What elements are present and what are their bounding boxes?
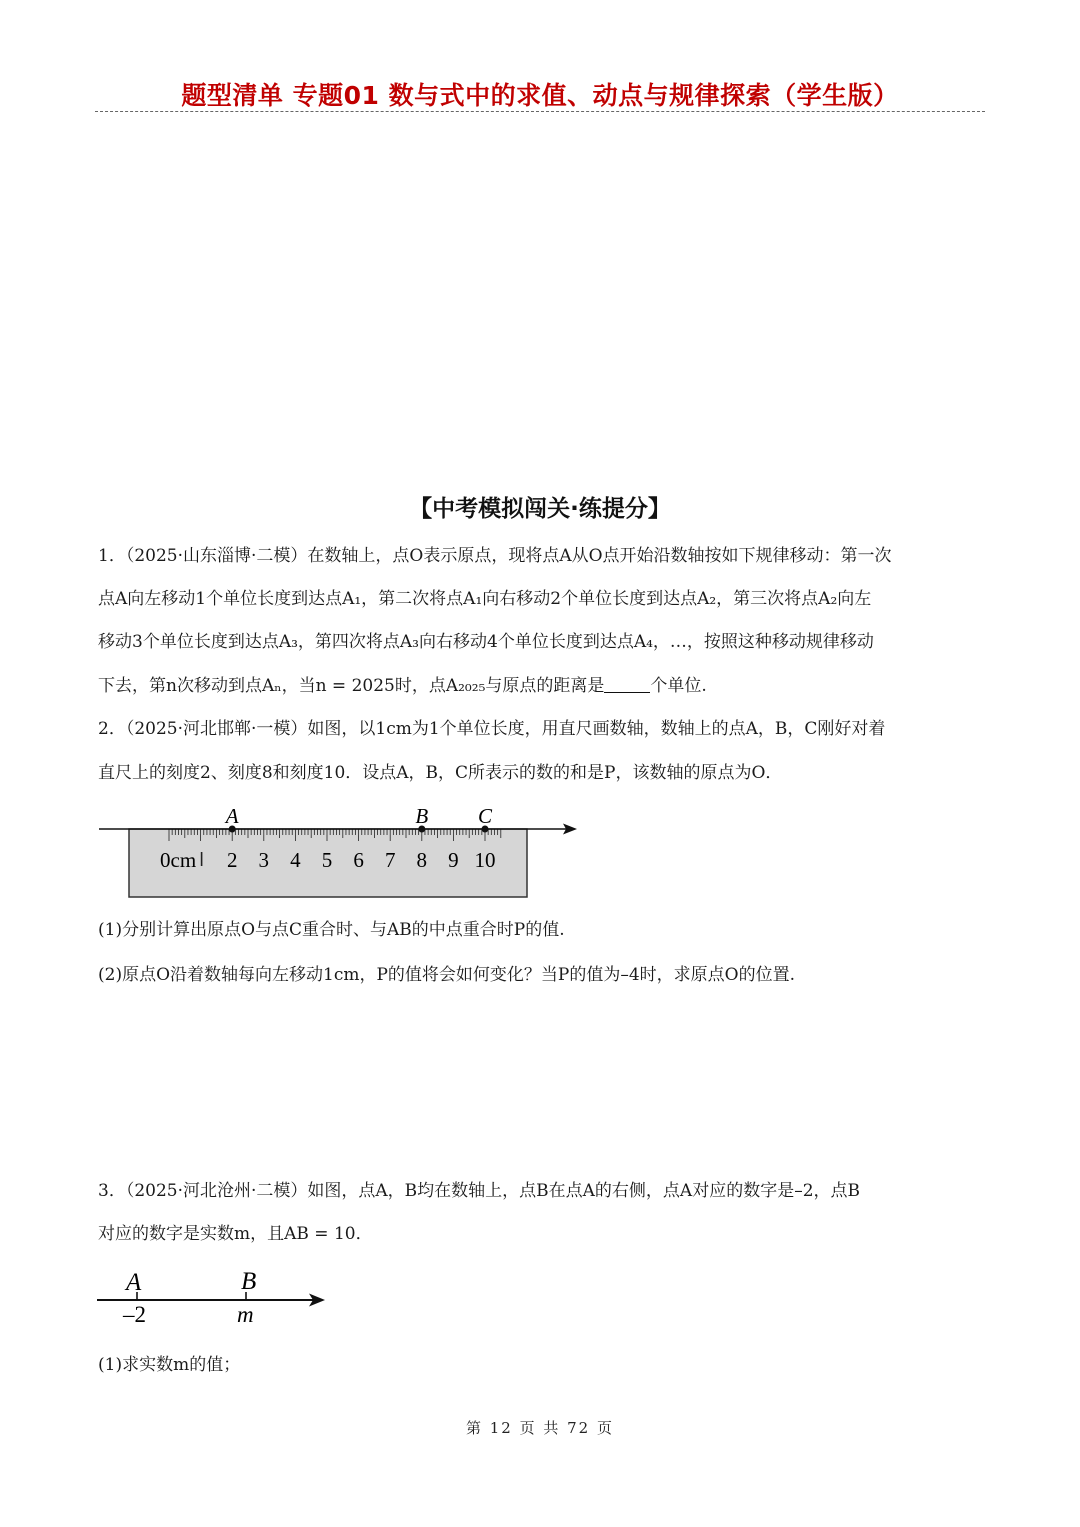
number-line-figure [95, 1262, 335, 1332]
q1-line-3: 移动3个单位长度到达点A₃，第四次将点A₃向右移动4个单位长度到达点A₄，…，按照这种移动规律移动 [98, 632, 874, 652]
ruler-label-8: 8 [416, 848, 428, 872]
point-a-label: A [126, 1269, 142, 1296]
point-b-value: m [237, 1302, 254, 1327]
ruler-label-9: 9 [448, 848, 459, 872]
ruler-label-6: 6 [353, 848, 364, 872]
q2-part-2: (2)原点O沿着数轴每向左移动1cm，P的值将会如何变化？当P的值为–4时，求原点O的位置. [98, 965, 796, 985]
ruler-label-10: 10 [474, 848, 496, 872]
q2-line-1: 2．（2025·河北邯郸·一模）如图，以1cm为1个单位长度，用直尺画数轴，数轴上的点A，B，C刚好对着 [98, 719, 886, 739]
q1-line-4 [98, 676, 988, 696]
header-divider [95, 111, 985, 112]
q3-line-2: 对应的数字是实数m，且AB = 10． [98, 1224, 373, 1244]
point-a-value: –2 [123, 1302, 146, 1327]
q1-line-1: 1．（2025·山东淄博·二模）在数轴上，点O表示原点，现将点A从O点开始沿数轴按如下规律移动：第一次 [98, 546, 892, 566]
q1-line-4-tail: 个单位. [650, 676, 707, 696]
ruler-label-2: 2 [226, 848, 238, 872]
q2-line-2: 直尺上的刻度2、刻度8和刻度10．设点A，B，C所表示的数的和是P，该数轴的原点为O． [98, 763, 783, 783]
ruler-label-3: 3 [258, 848, 270, 872]
page-number: 第 12 页 共 72 页 [465, 1419, 614, 1437]
ruler-figure [95, 800, 585, 905]
q3-line-1: 3．（2025·河北沧州·二模）如图，点A，B均在数轴上，点B在点A的右侧，点A对应的数字是–2，点B [98, 1181, 861, 1201]
ruler-label-4: 4 [290, 848, 301, 872]
ruler-point-label-a: A [225, 804, 239, 828]
ruler-point-label-b: B [415, 804, 429, 828]
ruler-label-7: 7 [384, 848, 396, 872]
q1-line-4-text: 下去，第n次移动到点Aₙ，当n = 2025时，点A₂₀₂₅与原点的距离是 [98, 676, 605, 696]
ruler-label-5: 5 [321, 848, 333, 872]
q3-part-1: (1)求实数m的值； [98, 1355, 241, 1375]
ruler-zero-label: 0cm [160, 848, 197, 872]
q1-line-2: 点A向左移动1个单位长度到达点A₁，第二次将点A₁向右移动2个单位长度到达点A₂，第三次将点A₂向左 [98, 589, 872, 609]
point-b-label: B [241, 1268, 257, 1295]
page-header-title: 题型清单 专题01 数与式中的求值、动点与规律探索（学生版） [181, 81, 899, 110]
ruler-point-label-c: C [477, 804, 493, 828]
q2-part-1: (1)分别计算出原点O与点C重合时、与AB的中点重合时P的值. [98, 920, 565, 940]
section-title: 【中考模拟闯关·练提分】 [409, 496, 671, 522]
answer-blank[interactable] [604, 678, 650, 693]
